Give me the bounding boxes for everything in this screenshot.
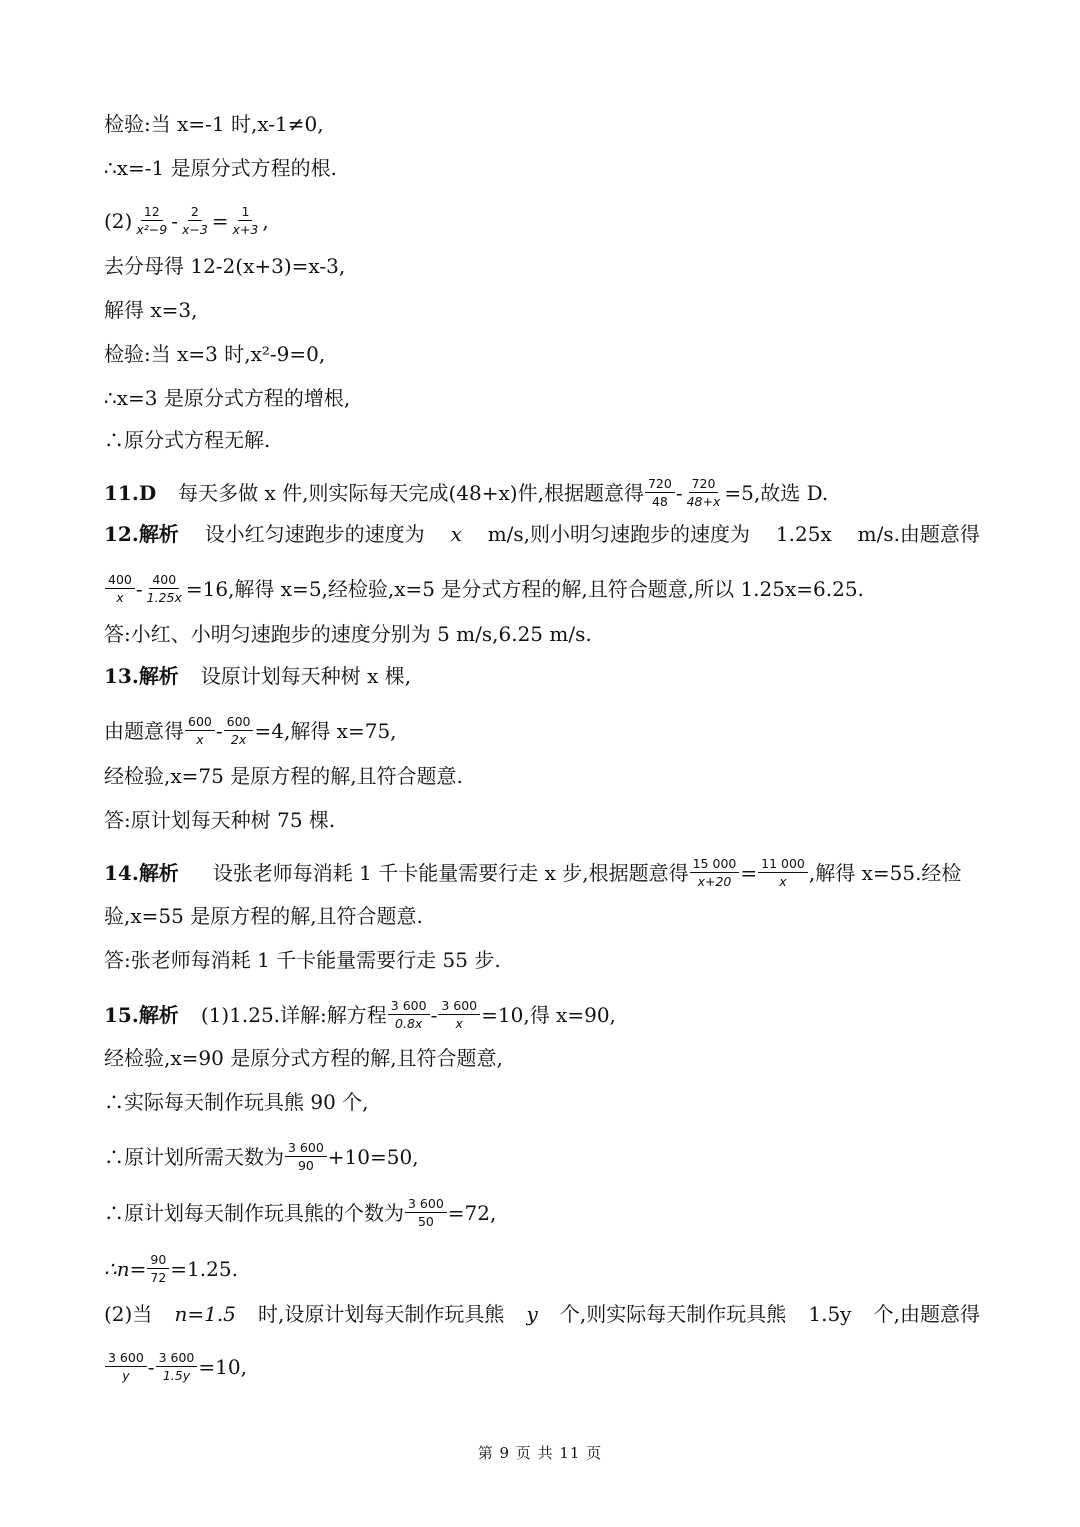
text: ,解得 x=55.经检 bbox=[808, 860, 962, 885]
text: =4,解得 x=75, bbox=[254, 718, 397, 743]
text: 个,由题意得 bbox=[873, 1302, 980, 1326]
check-line-1 bbox=[104, 112, 980, 136]
numerator: 720 bbox=[689, 476, 719, 493]
question-12: 12.解析 设小红匀速跑步的速度为 x m/s,则小明匀速跑步的速度为 1.25x m/s.由题意得 bbox=[104, 522, 980, 546]
fraction bbox=[179, 204, 211, 237]
text: 1.5y bbox=[808, 1302, 852, 1326]
text: 时,设原计划每天制作玩具熊 bbox=[258, 1302, 505, 1326]
text: ∴原计划每天制作玩具熊的个数为 bbox=[104, 1200, 404, 1225]
denominator: x−3 bbox=[181, 222, 208, 237]
page-footer: 第 9 页 共 11 页 bbox=[477, 1444, 603, 1462]
question-12-answer bbox=[104, 622, 980, 646]
text: y bbox=[526, 1302, 538, 1326]
numerator: 3 600 bbox=[105, 1350, 147, 1367]
denominator: 2x bbox=[230, 732, 247, 747]
question-15-step bbox=[104, 1140, 980, 1173]
numerator: 3 600 bbox=[438, 998, 480, 1015]
fraction bbox=[133, 204, 170, 237]
numerator: 3 600 bbox=[285, 1140, 327, 1157]
fraction bbox=[224, 714, 254, 747]
text: (1)1.25.详解:解方程 bbox=[200, 1002, 387, 1027]
step-line bbox=[104, 254, 980, 278]
analysis-label: 解析 bbox=[138, 860, 179, 885]
step-line bbox=[104, 298, 980, 322]
numerator: 15 000 bbox=[690, 856, 740, 873]
analysis-label: 解析 bbox=[138, 1002, 179, 1027]
question-number: 13 bbox=[104, 664, 132, 688]
denominator: x+20 bbox=[697, 874, 732, 889]
question-13-equation: 由题意得 $\frac{600}{x}$ - $\frac{600}{2x}$ =4,解得 x=75, bbox=[104, 714, 397, 747]
question-15: 15 . 解析 (1)1.25.详解:解方程 $\frac{3 600}{0.8x}$ - $\frac{3 600}{x}$ =10,得 x=90, bbox=[104, 998, 616, 1031]
conclusion-line-1 bbox=[104, 156, 980, 180]
question-11: 11 . D 每天多做 x 件,则实际每天完成(48+x)件,根据题意得 $\frac{720}{48}$ - $\frac{720}{48+x}$ =5,故选 D. bbox=[104, 476, 829, 509]
text: =72, bbox=[447, 1200, 497, 1225]
text: 设原计划每天种树 x 棵, bbox=[200, 664, 412, 688]
question-14-answer bbox=[104, 948, 980, 972]
numerator: 600 bbox=[224, 714, 254, 731]
text: 检验:当 x=-1 时,x-1≠0, bbox=[104, 112, 324, 136]
numerator: 3 600 bbox=[388, 998, 430, 1015]
fraction bbox=[230, 204, 262, 237]
text: 设张老师每消耗 1 千卡能量需要行走 x 步,根据题意得 bbox=[212, 860, 689, 885]
text: m/s,则小明匀速跑步的速度为 bbox=[487, 522, 751, 546]
text: =10, bbox=[198, 1354, 247, 1379]
text: =1.25. bbox=[170, 1256, 238, 1281]
denominator: 48 bbox=[651, 494, 668, 509]
fraction bbox=[645, 476, 675, 509]
text: 每天多做 x 件,则实际每天完成(48+x)件,根据题意得 bbox=[178, 480, 644, 505]
denominator: 50 bbox=[417, 1214, 434, 1229]
question-13: 13 . 解析 设原计划每天种树 x 棵, bbox=[104, 664, 412, 688]
numerator: 3 600 bbox=[405, 1196, 447, 1213]
question-13-answer bbox=[104, 808, 980, 832]
text: +10=50, bbox=[327, 1144, 419, 1169]
text: 去分母得 12-2(x+3)=x-3, bbox=[104, 254, 346, 278]
question-14: 14 . 解析 设张老师每消耗 1 千卡能量需要行走 x 步,根据题意得 $\frac{15 000}{x+20}$ = $\frac{11 000}{x}$ ,解得 x=55.经检 bbox=[104, 856, 962, 889]
question-12-equation: $\frac{400}{x}$ - $\frac{400}{1.25x}$ =16,解得 x=5,经检验,x=5 是分式方程的解,且符合题意,所以 1.25x=6.25. bbox=[104, 572, 980, 605]
question-15-step bbox=[104, 1090, 980, 1114]
text: 经检验,x=75 是原方程的解,且符合题意. bbox=[104, 764, 463, 788]
question-15-check bbox=[104, 1046, 980, 1070]
numerator: 11 000 bbox=[758, 856, 808, 873]
denominator: x+3 bbox=[232, 222, 259, 237]
text: 验,x=55 是原方程的解,且符合题意. bbox=[104, 904, 423, 928]
step-line bbox=[104, 428, 980, 452]
question-15-step bbox=[104, 1196, 980, 1229]
step-line bbox=[104, 342, 980, 366]
fraction bbox=[147, 1252, 169, 1285]
numerator: 90 bbox=[147, 1252, 169, 1269]
text: x bbox=[450, 522, 462, 546]
denominator: 0.8x bbox=[395, 1016, 423, 1031]
question-15-part2 bbox=[104, 1302, 980, 1326]
numerator: 1 bbox=[238, 204, 252, 221]
text: 个,则实际每天制作玩具熊 bbox=[559, 1302, 787, 1326]
text: ∴x=3 是原分式方程的增根, bbox=[104, 386, 351, 410]
denominator: x bbox=[196, 732, 204, 747]
fraction bbox=[438, 998, 480, 1031]
text: 经检验,x=90 是原分式方程的解,且符合题意, bbox=[104, 1046, 503, 1070]
question-number: 15 bbox=[104, 1002, 132, 1027]
denominator: x bbox=[116, 590, 124, 605]
fraction bbox=[684, 476, 724, 509]
text: 由题意得 bbox=[104, 718, 184, 743]
numerator: 12 bbox=[141, 204, 163, 221]
denominator: x bbox=[455, 1016, 463, 1031]
step-line bbox=[104, 386, 980, 410]
text: =10,得 x=90, bbox=[481, 1002, 616, 1027]
equation-2: (2) $\frac{12}{\text{x²−9}}$ - $\frac{2}{x-3}$ = $\frac{1}{x+3}$ , bbox=[104, 204, 269, 237]
denominator: 72 bbox=[150, 1270, 167, 1285]
fraction bbox=[105, 1350, 147, 1383]
text: ∴原计划所需天数为 bbox=[104, 1144, 284, 1169]
fraction bbox=[405, 1196, 447, 1229]
fraction bbox=[690, 856, 740, 889]
fraction bbox=[144, 572, 185, 605]
text: 1.25x bbox=[775, 522, 832, 546]
question-15-equation: $\frac{3 600}{y}$ - $\frac{3 600}{1.5y}$ =10, bbox=[104, 1350, 980, 1383]
text: =16,解得 x=5,经检验,x=5 是分式方程的解,且符合题意,所以 1.25x=6.25. bbox=[185, 576, 864, 601]
answer-text: 答:小红、小明匀速跑步的速度分别为 5 m/s,6.25 m/s. bbox=[104, 622, 592, 646]
denominator: 90 bbox=[297, 1158, 314, 1173]
answer-text: 答:张老师每消耗 1 千卡能量需要行走 55 步. bbox=[104, 948, 501, 972]
fraction bbox=[285, 1140, 327, 1173]
numerator: 400 bbox=[105, 572, 135, 589]
text: ∴原分式方程无解. bbox=[104, 428, 271, 452]
question-number: 11 bbox=[104, 480, 132, 505]
denominator: 1.25x bbox=[146, 590, 182, 605]
numerator: 600 bbox=[185, 714, 215, 731]
text: m/s.由题意得 bbox=[857, 522, 980, 546]
fraction bbox=[156, 1350, 198, 1383]
text: ∴n= bbox=[104, 1256, 147, 1281]
text: 解得 x=3, bbox=[104, 298, 198, 322]
numerator: 2 bbox=[188, 204, 202, 221]
question-number: 12 bbox=[104, 522, 132, 546]
denominator: x bbox=[779, 874, 787, 889]
text: 设小红匀速跑步的速度为 bbox=[204, 522, 425, 546]
numerator: 720 bbox=[645, 476, 675, 493]
analysis-label: 解析 bbox=[138, 522, 179, 546]
fraction bbox=[185, 714, 215, 747]
question-14-check bbox=[104, 904, 980, 928]
denominator: 1.5y bbox=[162, 1368, 191, 1383]
question-number: 14 bbox=[104, 860, 132, 885]
numerator: 400 bbox=[149, 572, 179, 589]
denominator: x²−9 bbox=[136, 222, 168, 237]
text: ∴x=-1 是原分式方程的根. bbox=[104, 156, 337, 180]
analysis-label: 解析 bbox=[138, 664, 179, 688]
fraction bbox=[105, 572, 135, 605]
fraction bbox=[388, 998, 430, 1031]
answer-text: 答:原计划每天种树 75 棵. bbox=[104, 808, 336, 832]
question-15-step bbox=[104, 1252, 980, 1285]
text: 检验:当 x=3 时,x²-9=0, bbox=[104, 342, 326, 366]
text: n=1.5 bbox=[174, 1302, 236, 1326]
text: (2)当 bbox=[104, 1302, 153, 1326]
numerator: 3 600 bbox=[156, 1350, 198, 1367]
denominator: 48+x bbox=[686, 494, 721, 509]
part-label: (2) bbox=[104, 208, 133, 233]
answer-choice: D bbox=[138, 480, 157, 505]
fraction bbox=[758, 856, 808, 889]
denominator: y bbox=[122, 1368, 130, 1383]
text: =5,故选 D. bbox=[724, 480, 829, 505]
question-13-check bbox=[104, 764, 980, 788]
text: ∴实际每天制作玩具熊 90 个, bbox=[104, 1090, 369, 1114]
